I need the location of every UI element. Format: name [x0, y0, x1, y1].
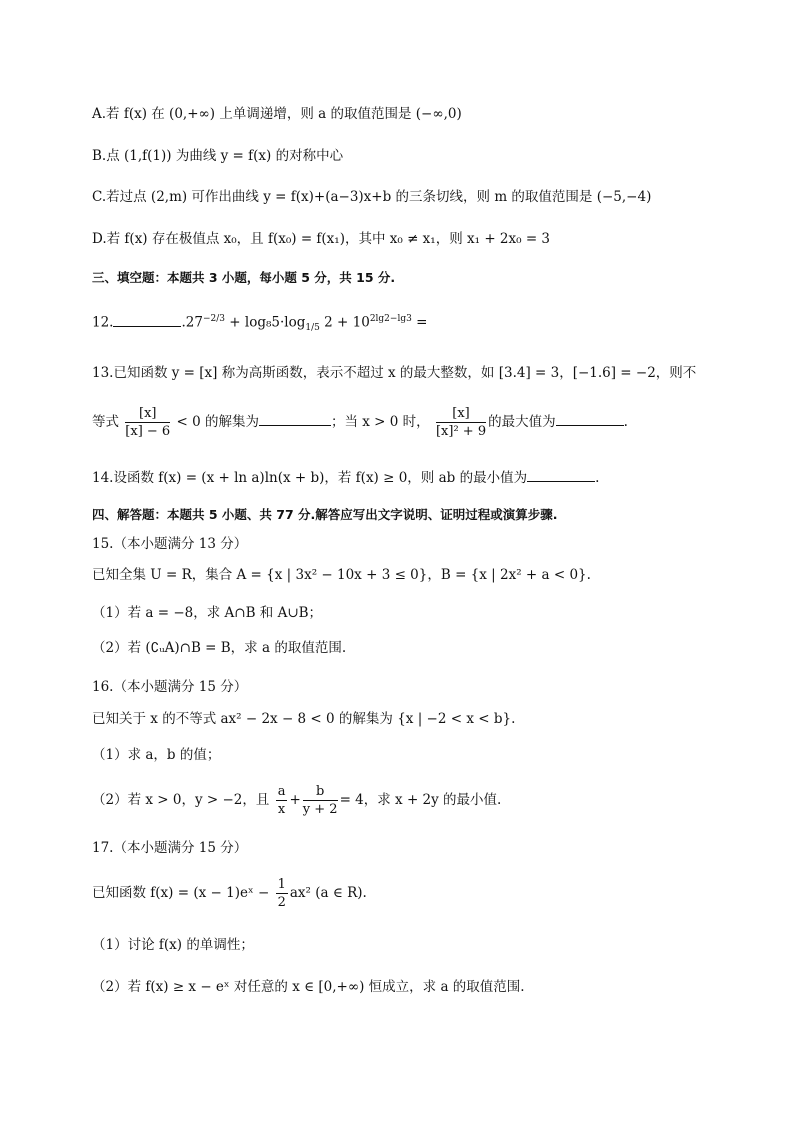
- q12-expr-base: 27: [185, 314, 203, 331]
- q14-text: 14.设函数 f(x) = (x + ln a)ln(x + b)，若 f(x) ≥ 0，则 ab 的最小值为: [92, 470, 528, 486]
- q17-part-2: （2）若 f(x) ≥ x − eˣ 对任意的 x ∈ [0,+∞) 恒成立，求 a 的取值范围.: [92, 979, 525, 995]
- section-solutions-heading: 四、解答题：本题共 5 小题、共 77 分.解答应写出文字说明、证明过程或演算步骤.: [92, 507, 558, 522]
- q16-plus: +: [289, 792, 301, 808]
- q16-fraction-1-den: x: [277, 802, 286, 817]
- q17-fraction: [276, 876, 288, 911]
- q16-fraction-2-num: b: [303, 783, 338, 801]
- q13-fraction-2-den: [x]² + 9: [435, 424, 487, 439]
- section-fill-in-heading: 三、填空题：本题共 3 小题，每小题 5 分，共 15 分.: [92, 270, 396, 285]
- q12-log-base: 1/5: [305, 323, 320, 334]
- q12-number: 12.: [92, 314, 114, 331]
- q12-expr-mid: + log₈5·log: [225, 314, 306, 331]
- q16-stem: 已知关于 x 的不等式 ax² − 2x − 8 < 0 的解集为 {x | −2 < x < b}.: [92, 711, 516, 727]
- q17-header: 17.（本小题满分 15 分）: [92, 840, 248, 856]
- q17-stem-post: ax² (a ∈ R).: [289, 885, 367, 901]
- q13-mid-1: < 0 的解集为: [172, 414, 259, 430]
- option-d: D.若 f(x) 存在极值点 x₀，且 f(x₀) = f(x₁)，其中 x₀ ≠ x₁，则 x₁ + 2x₀ = 3: [92, 231, 551, 247]
- q13-fraction-2: [436, 405, 486, 440]
- q13-fraction-1-den: [x] − 6: [125, 424, 171, 439]
- q15-part-2: （2）若 (∁ᵤA)∩B = B，求 a 的取值范围.: [92, 640, 347, 656]
- q16-part-2-pre: （2）若 x > 0，y > −2，且: [92, 792, 270, 808]
- q12-answer-blank: [113, 312, 181, 327]
- q14-end: .: [595, 470, 600, 486]
- q16-part-2-post: = 4，求 x + 2y 的最小值.: [339, 792, 502, 808]
- question-12: 12. $.27^{-2/3} + \log_85\cdot\log_{1/5}$ $2 + 10^{2lg2-lg3}$ =: [92, 306, 734, 341]
- q16-fraction-1-num: a: [277, 784, 286, 799]
- question-13-line-1: 13.已知函数 y = [x] 称为高斯函数，表示不超过 x 的最大整数，如 [3.4] = 3，[−1.6] = −2，则不: [92, 365, 697, 381]
- option-c: C.若过点 (2,m) 可作出曲线 y = f(x)+(a−3)x+b 的三条切线，则 m 的取值范围是 (−5,−4): [92, 189, 652, 205]
- q16-fraction-2: [303, 783, 338, 818]
- q13-mid-2: ；当 x > 0 时，: [330, 414, 430, 430]
- q15-stem: 已知全集 U = R，集合 A = {x | 3x² − 10x + 3 ≤ 0}，B = {x | 2x² + a < 0}.: [92, 567, 591, 583]
- q15-part-1: （1）若 a = −8，求 A∩B 和 A∪B；: [92, 605, 323, 621]
- q17-fraction-den: 2: [277, 895, 286, 910]
- q12-expr-end: =: [411, 314, 428, 331]
- q15-header: 15.（本小题满分 13 分）: [92, 536, 248, 552]
- q17-part-1: （1）讨论 f(x) 的单调性；: [92, 937, 254, 953]
- q12-exponent-2: 2lg2−lg3: [369, 314, 412, 324]
- q16-fraction-2-den: y + 2: [302, 802, 338, 817]
- q17-stem-pre: 已知函数 f(x) = (x − 1)eˣ −: [92, 885, 270, 901]
- question-14: [92, 467, 734, 488]
- option-a: A.若 f(x) 在 (0,+∞) 上单调递增，则 a 的取值范围是 (−∞,0): [92, 106, 462, 122]
- q17-fraction-num: 1: [277, 877, 286, 892]
- q13-end: .: [623, 414, 628, 430]
- q13-answer-blank-1: [259, 411, 331, 426]
- q13-mid-3: 的最大值为: [488, 414, 556, 430]
- q13-prefix: 等式: [92, 414, 119, 430]
- q12-exponent: −2/3: [202, 314, 225, 324]
- q16-header: 16.（本小题满分 15 分）: [92, 679, 248, 695]
- q12-expr-post: 2 + 10: [319, 314, 370, 331]
- q16-fraction-1: [276, 783, 288, 818]
- q14-answer-blank: [527, 467, 595, 482]
- q16-part-1: （1）求 a，b 的值；: [92, 747, 221, 763]
- question-13-line-2: [92, 402, 734, 442]
- option-b: B.点 (1,f(1)) 为曲线 y = f(x) 的对称中心: [92, 148, 344, 164]
- q13-fraction-1-num: [x]: [125, 405, 170, 423]
- q17-stem: [92, 873, 734, 913]
- q13-fraction-2-num: [x]: [436, 405, 486, 423]
- q13-answer-blank-2: [556, 411, 624, 426]
- q16-part-2: [92, 780, 734, 820]
- q13-fraction-1: [125, 405, 170, 440]
